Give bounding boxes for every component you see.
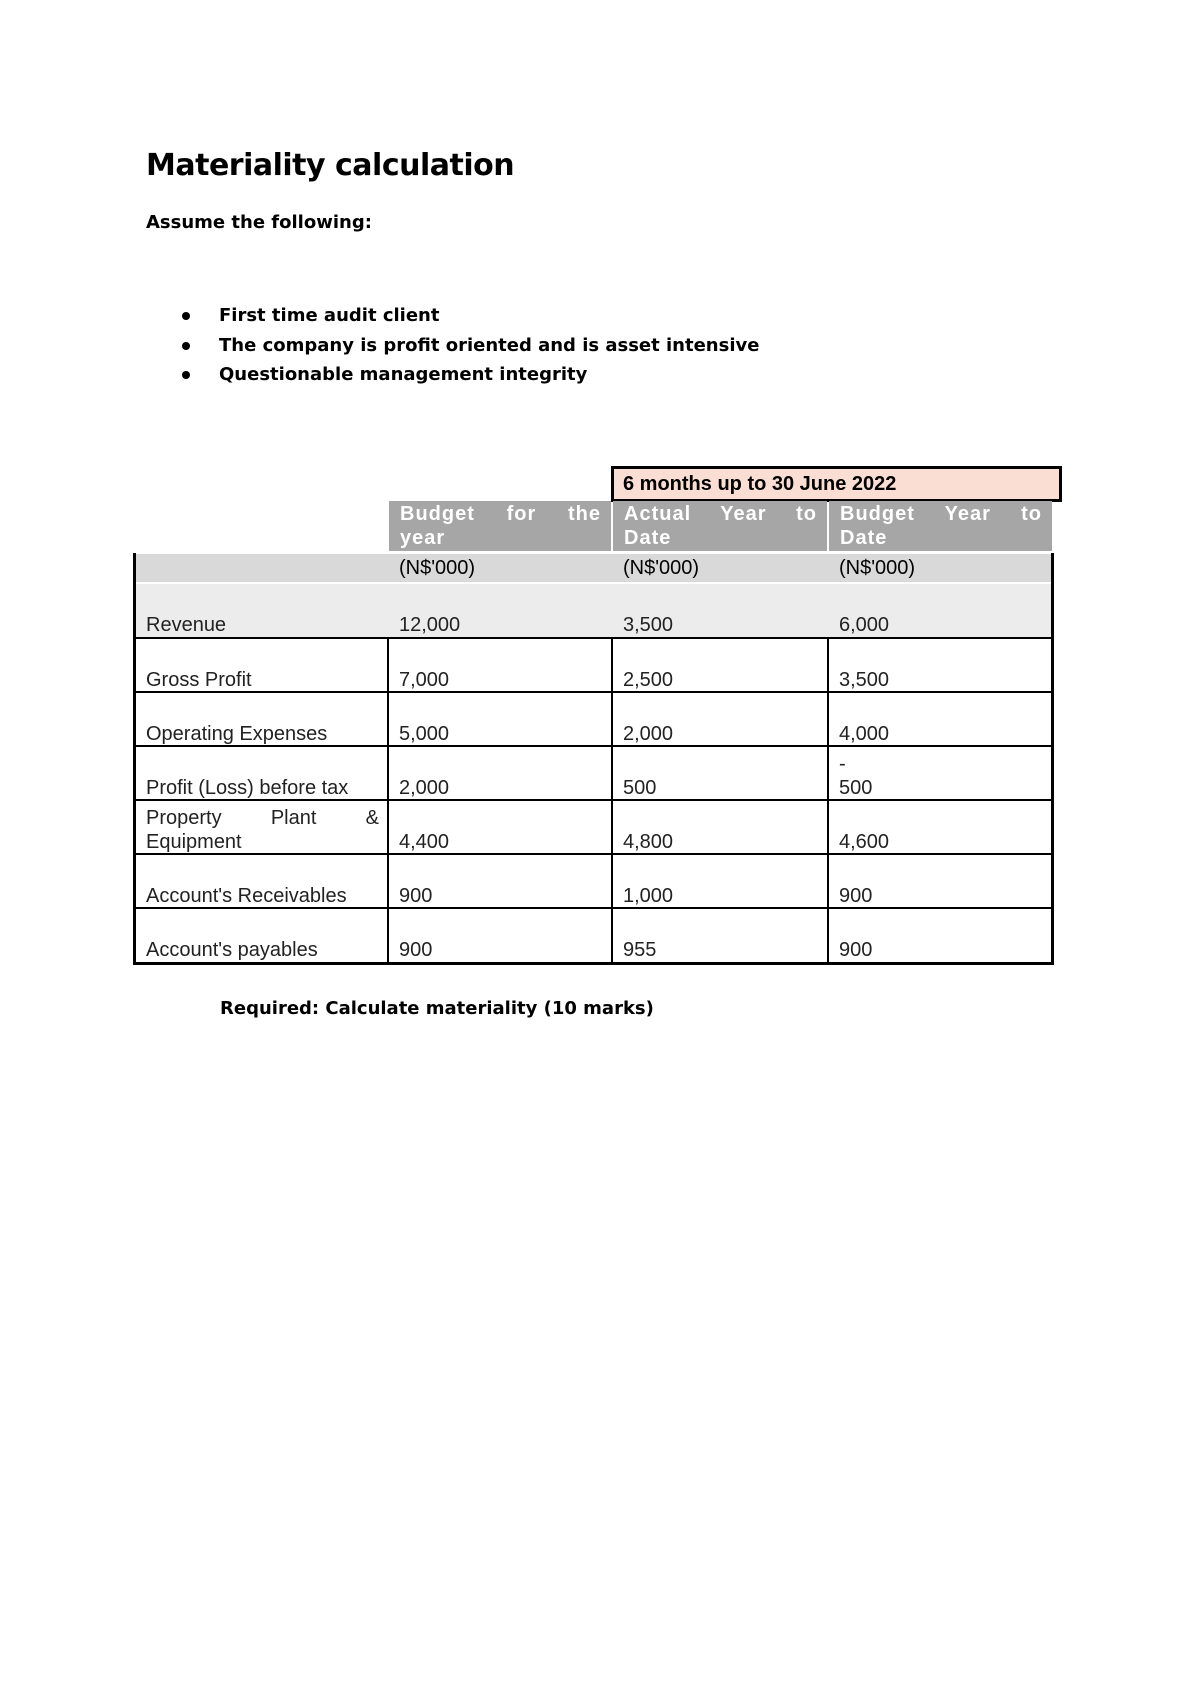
unit-label: (N$'000): [839, 557, 916, 579]
cell-value: - 500: [839, 753, 873, 799]
row-divider: [136, 907, 1051, 909]
column-divider: [827, 637, 829, 962]
period-header: 6 months up to 30 June 2022: [611, 466, 1062, 502]
row-divider: [136, 691, 1051, 693]
cell-value: 4,400: [399, 831, 450, 853]
row-label: Operating Expenses: [146, 723, 328, 745]
row-label: Property Plant & Equipment: [146, 807, 379, 853]
cell-value: 6,000: [839, 614, 890, 636]
cell-value: 500: [623, 777, 657, 799]
cell-value: 3,500: [839, 669, 890, 691]
table-border: [133, 553, 1054, 965]
list-item: The company is profit oriented and is asset intensive: [182, 331, 759, 361]
cell-value: 2,500: [623, 669, 674, 691]
column-header: Budget Year to Date: [829, 501, 1052, 551]
cell-value: 900: [839, 885, 873, 907]
row-divider: [136, 799, 1051, 801]
column-divider: [387, 637, 389, 962]
cell-value: 2,000: [623, 723, 674, 745]
unit-label: (N$'000): [623, 557, 700, 579]
cell-value: 4,000: [839, 723, 890, 745]
list-item: First time audit client: [182, 301, 759, 331]
cell-value: 900: [839, 939, 873, 961]
required-note: Required: Calculate materiality (10 marks): [220, 998, 654, 1019]
cell-value: 5,000: [399, 723, 450, 745]
cell-value: 955: [623, 939, 657, 961]
assumption-list: [182, 301, 759, 390]
cell-value: 7,000: [399, 669, 450, 691]
cell-value: 12,000: [399, 614, 461, 636]
row-divider: [136, 637, 1051, 639]
column-header: Budget for the year: [389, 501, 611, 551]
row-label: Revenue: [146, 614, 227, 636]
bullet-icon: [182, 342, 190, 350]
cell-value: 900: [399, 885, 433, 907]
cell-value: 1,000: [623, 885, 674, 907]
unit-label: (N$'000): [399, 557, 476, 579]
intro-text: Assume the following:: [146, 212, 372, 233]
cell-value: 4,600: [839, 831, 890, 853]
bullet-icon: [182, 312, 190, 320]
cell-value: 2,000: [399, 777, 450, 799]
column-header: Actual Year to Date: [613, 501, 827, 551]
cell-value: 3,500: [623, 614, 674, 636]
row-label: Account's payables: [146, 939, 318, 961]
page-title: Materiality calculation: [146, 148, 515, 183]
row-label: Account's Receivables: [146, 885, 347, 907]
row-label: Gross Profit: [146, 669, 252, 691]
row-divider: [136, 745, 1051, 747]
row-divider: [136, 853, 1051, 855]
cell-value: 4,800: [623, 831, 674, 853]
list-item: Questionable management integrity: [182, 360, 759, 390]
row-label: Profit (Loss) before tax: [146, 777, 349, 799]
column-divider: [611, 637, 613, 962]
bullet-icon: [182, 371, 190, 379]
cell-value: 900: [399, 939, 433, 961]
